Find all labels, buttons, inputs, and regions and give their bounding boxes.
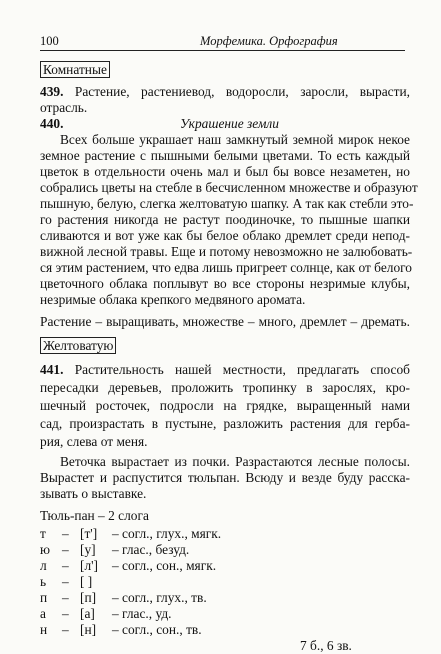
text-line: рия, слева от меня. <box>40 434 148 449</box>
analysis-summary: 7 б., 6 зв. <box>300 638 352 653</box>
word-pairs-line: Растение – выращивать, множестве – много, дремлет – дремать. <box>40 314 410 329</box>
text-line: цветочного облака поплывут во все стороны незримые клубы, <box>40 276 410 291</box>
text-line: пересадки деревьев, проложить тропинку в зарослях, кро- <box>40 380 410 395</box>
exercise-439-line-2: отрасль. <box>40 100 88 115</box>
text-line: незримые облака крепкого медвяного аромата. <box>40 292 306 307</box>
text-line: Веточка вырастает из почки. Разрастаются лесные полосы. <box>60 454 410 469</box>
text-line: пышную, белую, слегка желтоватую шапку. А так как стебли это- <box>40 196 414 211</box>
page-number: 100 <box>40 34 59 48</box>
text-line: земное растение с пышными белыми цветами. То есть каждый <box>40 148 410 163</box>
text-line: зывать о выставке. <box>40 486 147 501</box>
exercise-440-number: 440. <box>40 116 64 131</box>
page-header <box>40 34 405 51</box>
text-line: Всех больше украшает наш замкнутый земной мирок некое <box>60 132 410 147</box>
text-line: го растения никогда не растут поодиночке, то пышные шапки <box>40 212 410 227</box>
exercise-441-line-1: 441. Растительность нашей местности, предлагать способ <box>40 362 410 377</box>
text-line: сад, произрастать в пустыне, разложить растения для герба- <box>40 416 410 431</box>
text-line: вижной лесной травы. Еще и потому невозможно не залюбовать- <box>40 244 413 259</box>
exercise-440-title: Украшение земли <box>180 116 279 131</box>
text-line: сливаются и вот уже как бы белое облако дремлет среди непод- <box>40 228 410 243</box>
text-line: Вырастет и распустится тюльпан. Всюду и везде буду расска- <box>40 470 410 485</box>
text-line: шечный росточек, подросли на грядке, выращенный нами <box>40 398 410 413</box>
text-line: собрались цветы на стебле в бесчисленном множестве и образуют <box>40 180 418 195</box>
morpheme-word-1: Комнатные <box>40 62 110 78</box>
text-line: цветок в отдельности очень мал и был бы вовсе незаметен, но <box>40 164 410 179</box>
exercise-439-line-1: 439. Растение, растениевод, водоросли, заросли, вырасти, <box>40 84 410 99</box>
textbook-page: 100 Морфемика. Орфография Комнатные 439. Растение, растениевод, водоросли, заросли, вырасти, отрасль. 440. Украшение земли Всех больше украшает наш замкнутый земной мирок некое земное растение с пышными белыми цветами. То есть каждый цветок в отдельности очень мал и был бы вовсе незаметен, но собрались цветы на стебле в бесчисленном множестве и образуют пышную, белую, слегка желтоватую шапку. А так как стебли это- го растения никогда не растут поодиночке, то пышные шапки сливаются и вот уже как бы белое облако дремлет среди непод- вижной лесной травы. Еще и потому невозможно не залюбовать- ся этим растением, что едва лишь пригреет солнце, как от белого цветочного облака поплывут во все стороны незримые клубы, незримые облака крепкого медвяного аромата. Растение – выращивать, множестве – много, дремлет – дремать. Желтоватую 441. Растительность нашей местности, предлагать способ пересадки деревьев, проложить тропинку в зарослях, кро- шечный росточек, подросли на грядке, выращенный нами сад, произрастать в пустыне, разложить растения для герба- рия, слева от меня. Веточка вырастает из почки. Разрастаются лесные полосы. Вырастет и распустится тюльпан. Всюду и везде буду расска- зывать о выставке. Тюль-пан – 2 слога т – [т'] – согл., глух., мягк. ю – [у] – глас., безуд. л – [л'] – согл., сон., мягк. ь – [ ] п – [п] – согл., глух., тв. а – [а] – глас., уд. н – [н] – согл., сон., тв. 7 б., 6 зв. <box>40 34 418 653</box>
running-title: Морфемика. Орфография <box>200 34 338 48</box>
morpheme-word-2: Желтоватую <box>40 338 116 354</box>
text-line: ся этим растением, что едва лишь пригреет солнце, как от белого <box>40 260 412 275</box>
phonetic-analysis-title: Тюль-пан – 2 слога <box>40 508 149 523</box>
